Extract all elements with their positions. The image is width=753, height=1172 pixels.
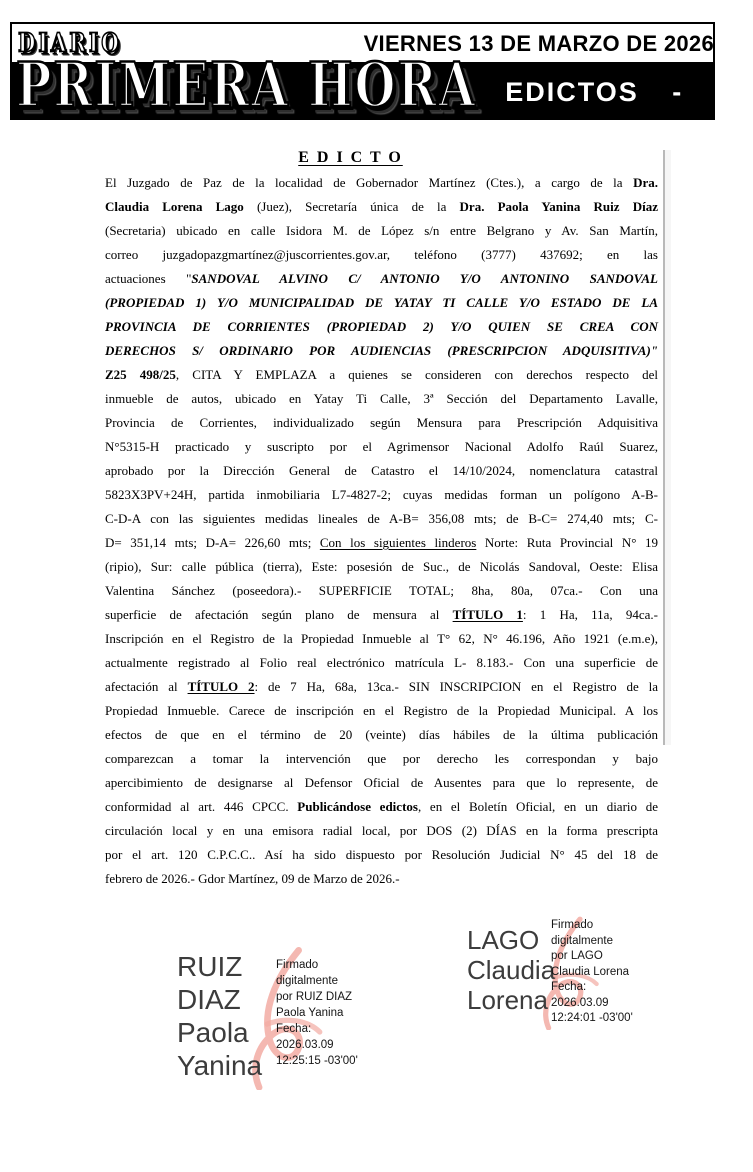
edict-line: (Secretaria) ubicado en calle Isidora M. de López s/n entre Belgrano y Av. San Martín, <box>105 223 658 238</box>
edict-line: aprobado por la Dirección General de Catastro el 14/10/2024, nomenclatura catastral <box>105 463 658 478</box>
edict-line: actualmente registrado al Folio real electrónico matrícula L- 8.183.- Con una superficie de <box>105 655 658 670</box>
edict-line: apercibimiento de designarse al Defensor Oficial de Ausentes para que lo represente, de <box>105 775 658 790</box>
edict-line: por el art. 120 C.P.C.C.. Así ha sido dispuesto por Resolución Judicial N° 45 del 18 de <box>105 847 658 862</box>
edict-line: afectación al TÍTULO 2: de 7 Ha, 68a, 13ca.- SIN INSCRIPCION en el Registro de la <box>105 679 659 694</box>
edict-line: inmueble de autos, ubicado en Yatay Ti Calle, 3ª Sección del Departamento Lavalle, <box>105 391 658 406</box>
column-divider-strip <box>665 150 671 745</box>
edict-line: C-D-A con las siguientes medidas lineales de A-B= 356,08 mts; de B-C= 274,40 mts; C- <box>105 511 658 526</box>
edict-line: superficie de afectación según plano de mensura al TÍTULO 1: 1 Ha, 11a, 94ca.- <box>105 607 658 622</box>
signature-name-line: RUIZ <box>177 951 243 982</box>
signature-detail-line: Paola Yanina <box>276 1007 344 1019</box>
signature-details-lago <box>551 918 633 1027</box>
edict-line: PROVINCIA DE CORRIENTES (PROPIEDAD 2) Y/O QUIEN SE CREA CON <box>105 319 658 334</box>
edict-line: El Juzgado de Paz de la localidad de Gobernador Martínez (Ctes.), a cargo de la Dra. <box>105 175 658 190</box>
signature-name-line: Paola <box>177 1017 249 1048</box>
newspaper-logo-primera-hora: PRIMERA HORA <box>16 50 477 122</box>
edict-line: correo juzgadopazgmartínez@juscorrientes.gov.ar, teléfono (3777) 437692; en las <box>105 247 658 262</box>
signature-detail-line: digitalmente <box>276 975 339 987</box>
edict-title: E D I C T O <box>298 149 403 166</box>
edict-line: efectos de que en el término de 20 (veinte) días hábiles de la última publicación <box>105 727 658 742</box>
edict-line: actuaciones "SANDOVAL ALVINO C/ ANTONIO Y/O ANTONINO SANDOVAL <box>105 271 658 286</box>
signature-detail-line: Fecha: <box>551 981 587 993</box>
signature-name-lago <box>467 925 555 1015</box>
signature-detail-line: por RUIZ DIAZ <box>276 991 353 1003</box>
edict-line: 5823X3PV+24H, partida inmobiliaria L7-4827-2; cuyas medidas forman un polígono A-B- <box>105 487 658 502</box>
edict-line: DERECHOS S/ ORDINARIO POR AUDIENCIAS (PRESCRIPCION ADQUISITIVA)" <box>105 343 658 358</box>
edict-line: circulación local y en una emisora radial local, por DOS (2) DÍAS en la forma prescripta <box>105 823 658 838</box>
signature-detail-line: Claudia Lorena <box>551 965 630 978</box>
edict-body <box>105 171 658 891</box>
section-banner-edictos: - EDICTOS - <box>460 77 684 107</box>
signature-detail-line: 12:25:15 -03'00' <box>276 1055 358 1067</box>
signature-name-line: LAGO <box>467 925 540 955</box>
signature-detail-line: por LAGO <box>551 950 603 962</box>
signature-name-line: Lorena <box>467 985 548 1015</box>
edict-line: Inscripción en el Registro de la Propiedad Inmueble al T° 62, N° 46.196, Año 1921 (e.m.e), <box>105 631 658 646</box>
signature-detail-line: Fecha: <box>276 1023 312 1035</box>
signature-detail-line: 2026.03.09 <box>276 1039 334 1051</box>
masthead-date: VIERNES 13 DE MARZO DE 2026 <box>363 31 714 56</box>
signature-detail-line: Firmado <box>551 919 594 931</box>
signature-details-ruiz-diaz <box>276 957 358 1069</box>
signature-detail-line: 2026.03.09 <box>551 996 609 1009</box>
signature-name-line: Claudia <box>467 955 556 985</box>
edict-line: (ripio), Sur: calle pública (tierra), Este: posesión de Suc., de Nicolás Sandoval, Oeste: Elisa <box>105 559 658 574</box>
signature-name-line: Yanina <box>177 1050 263 1081</box>
edict-line: Valentina Sánchez (poseedora).- SUPERFICIE TOTAL; 8ha, 80a, 07ca.- Con una <box>105 583 658 598</box>
signature-detail-line: digitalmente <box>551 934 614 947</box>
edict-line: febrero de 2026.- Gdor Martínez, 09 de Marzo de 2026.- <box>105 871 400 886</box>
column-divider-line <box>663 150 665 745</box>
edict-line: Provincia de Corrientes, individualizado según Mensura para Prescripción Adquisitiva <box>105 415 658 430</box>
edict-line: Claudia Lorena Lago (Juez), Secretaría única de la Dra. Paola Yanina Ruiz Díaz <box>105 199 658 214</box>
edict-line: D= 351,14 mts; D-A= 226,60 mts; Con los siguientes linderos Norte: Ruta Provincial N° 19 <box>105 535 658 550</box>
edict-line: Propiedad Inmueble. Carece de inscripción en el Registro de la Propiedad Municipal. A los <box>105 703 658 718</box>
signature-detail-line: Firmado <box>276 959 319 971</box>
edict-line: Z25 498/25, CITA Y EMPLAZA a quienes se consideren con derechos respecto del <box>105 367 658 382</box>
newspaper-logo-diario: DIARIO <box>18 27 122 59</box>
signature-name-ruiz-diaz <box>177 950 262 1082</box>
edict-line: (PROPIEDAD 1) Y/O MUNICIPALIDAD DE YATAY TI CALLE Y/O ESTADO DE LA <box>105 295 658 310</box>
signature-name-line: DIAZ <box>177 984 241 1015</box>
edict-line: conformidad al art. 446 CPCC. Publicándose edictos, en el Boletín Oficial, en un diario de <box>105 799 658 814</box>
signature-detail-line: 12:24:01 -03'00' <box>551 1012 633 1024</box>
edict-line: N°5315-H practicado y suscripto por el Agrimensor Nacional Adolfo Raúl Suarez, <box>105 439 658 454</box>
edict-line: comparezcan a tomar la intervención que por derecho les correspondan y bajo <box>105 751 658 766</box>
